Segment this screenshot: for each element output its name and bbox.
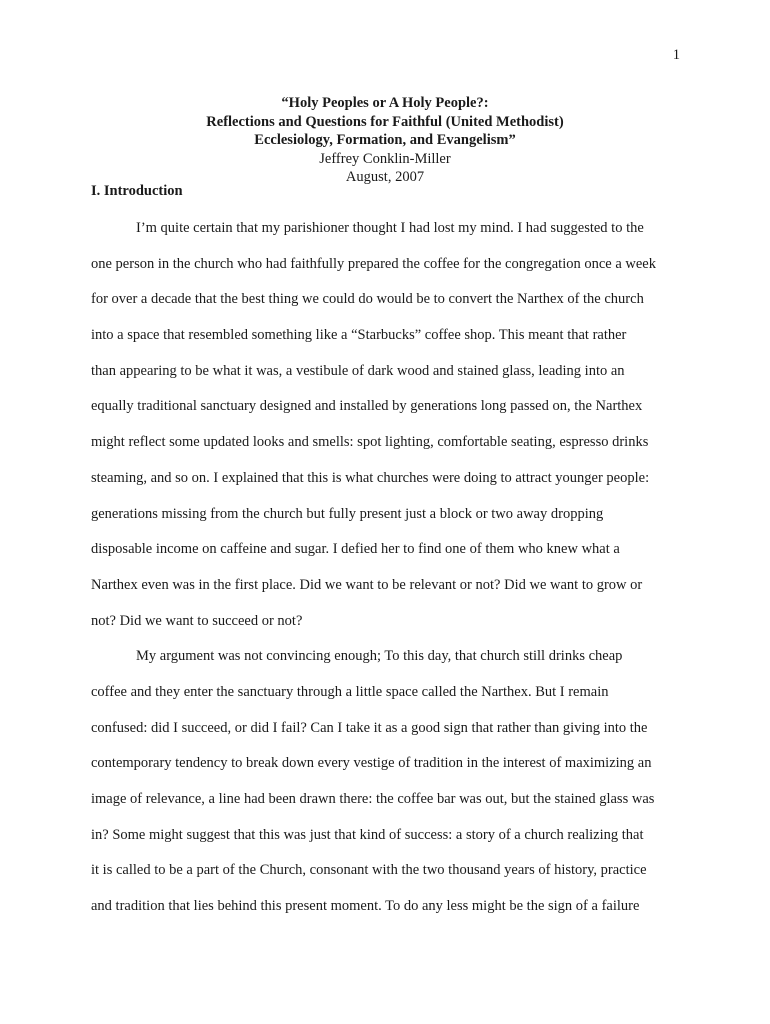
text-line: it is called to be a part of the Church, consonant with the two thousand years of history, practice — [91, 862, 647, 879]
paragraph-1 — [91, 218, 691, 646]
text-line: might reflect some updated looks and smells: spot lighting, comfortable seating, espresso drinks — [91, 434, 649, 451]
text-line: My argument was not convincing enough; To this day, that church still drinks cheap — [136, 648, 623, 665]
text-line: than appearing to be what it was, a vestibule of dark wood and stained glass, leading into an — [91, 362, 625, 379]
text-line: I’m quite certain that my parishioner thought I had lost my mind. I had suggested to the — [136, 220, 644, 236]
text-line: and tradition that lies behind this present moment. To do any less might be the sign of a failure — [91, 898, 640, 915]
text-line: in? Some might suggest that this was just that kind of success: a story of a church realizing that — [91, 826, 644, 843]
text-line: one person in the church who had faithfully prepared the coffee for the congregation once a week — [91, 255, 656, 272]
title-line-3: Ecclesiology, Formation, and Evangelism” — [254, 132, 516, 148]
document-date: August, 2007 — [345, 169, 425, 185]
title-line-2: Reflections and Questions for Faithful (United Methodist) — [206, 113, 564, 130]
text-line: coffee and they enter the sanctuary through a little space called the Narthex. But I remain — [91, 683, 609, 700]
author-name: Jeffrey Conklin-Miller — [319, 150, 451, 167]
text-line: into a space that resembled something like a “Starbucks” coffee shop. This meant that rather — [91, 327, 627, 344]
paragraph-2 — [91, 646, 691, 932]
text-line: not? Did we want to succeed or not? — [91, 612, 303, 629]
text-line: generations missing from the church but fully present just a block or two away dropping — [91, 505, 604, 522]
text-line: contemporary tendency to break down every vestige of tradition in the interest of maximizing an — [91, 755, 652, 772]
title-line-1: “Holy Peoples or A Holy People?: — [281, 95, 489, 111]
text-line: equally traditional sanctuary designed and installed by generations long passed on, the Narthex — [91, 398, 643, 415]
text-line: steaming, and so on. I explained that this is what churches were doing to attract younger people: — [91, 469, 650, 486]
text-line: Narthex even was in the first place. Did we want to be relevant or not? Did we want to grow or — [91, 576, 643, 593]
text-line: confused: did I succeed, or did I fail? Can I take it as a good sign that rather than giving into the — [91, 719, 648, 736]
title-block — [0, 94, 770, 187]
page-number: 1 — [672, 47, 680, 63]
text-line: image of relevance, a line had been drawn there: the coffee bar was out, but the stained glass was — [91, 791, 655, 807]
body-text — [91, 218, 691, 932]
text-line: disposable income on caffeine and sugar. I defied her to find one of them who knew what a — [91, 541, 620, 558]
text-line: for over a decade that the best thing we could do would be to convert the Narthex of the church — [91, 291, 644, 308]
section-heading: I. Introduction — [91, 183, 183, 199]
